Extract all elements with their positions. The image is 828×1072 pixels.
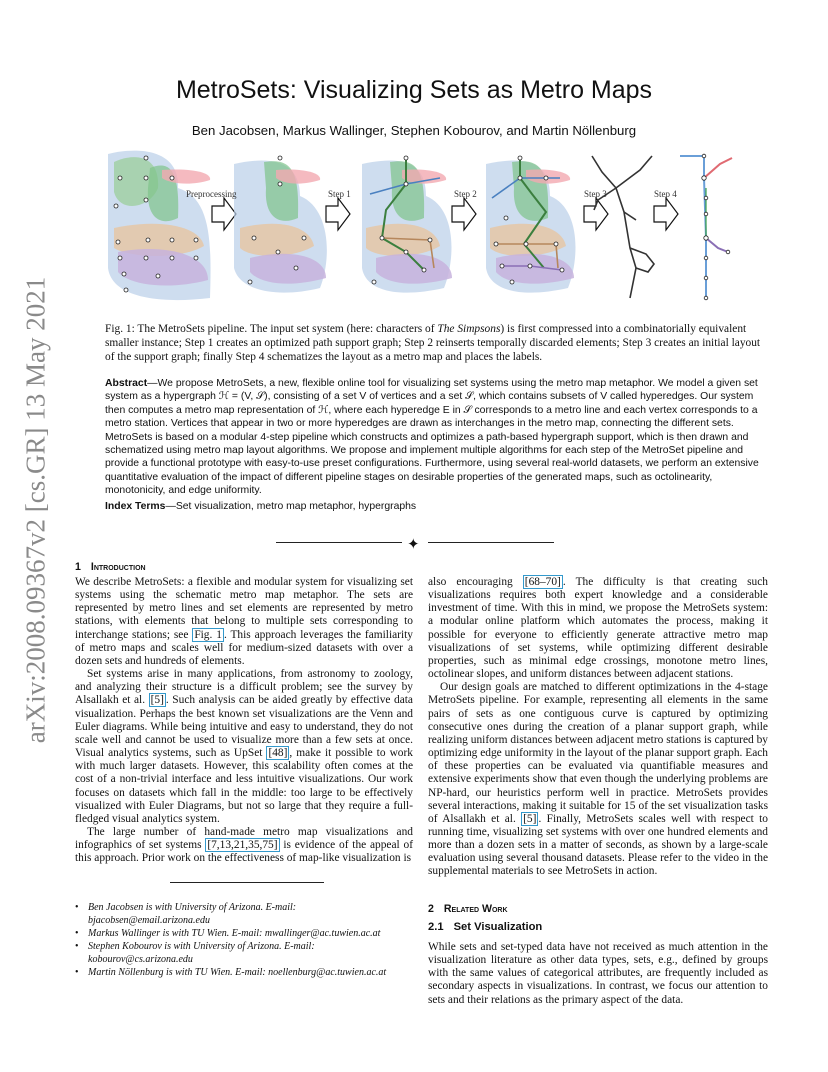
- caption-label: Fig. 1:: [105, 323, 135, 335]
- arxiv-id-text: arXiv:2008.09367v2 [cs.GR] 13 May 2021: [20, 276, 51, 744]
- footnote-item: • Markus Wallinger is with TU Wien. E-mail: mwallinger@ac.tuwien.ac.at: [75, 927, 415, 940]
- author-list: Ben Jacobsen, Markus Wallinger, Stephen Kobourov, and Martin Nöllenburg: [191, 123, 637, 138]
- arxiv-side-label: [16, 276, 56, 744]
- citation-link[interactable]: [5]: [523, 812, 537, 825]
- author-footnotes: [75, 901, 415, 979]
- citation-link[interactable]: [48]: [268, 747, 288, 760]
- caption-text: ) is first compressed into a combinatorially equivalent smaller instance; Step 1 creates an optimized path support graph; Step 2 reinserts temporally discarded elements; Step 3 creates an initial layout of the support graph; finally Step 4 schematizes the layout as a metro map and places the labels.: [105, 323, 761, 364]
- panel-support-graph: [362, 156, 452, 293]
- step-label: Step 4: [654, 189, 677, 199]
- paragraph: We describe MetroSets: a flexible and modular system for visualizing set systems using the schematic metro map metaphor. The sets are represented by metro lines and set elements are represented by metro stations, with elements that belong to multiple sets corresponding to interchange stations; see Fig. 1 . This approach leverages the familiarity of metro maps and scales well for medium-sized datasets with over a dozen sets and hundreds of elements.: [75, 576, 413, 667]
- footnote-item: • Stephen Kobourov is with University of Arizona. E-mail: kobourov@cs.arizona.edu: [75, 940, 415, 966]
- figure-caption: [105, 322, 765, 365]
- caption-italic: The Simpsons: [437, 323, 501, 335]
- caption-text: The MetroSets pipeline. The input set system (here: characters of: [137, 323, 435, 335]
- pipeline-illustration: [100, 148, 790, 308]
- section-title: Related Work: [443, 903, 508, 915]
- section-separator: [276, 535, 554, 553]
- index-terms-label: Index Terms: [105, 501, 166, 512]
- abstract-text: —We propose MetroSets, a new, flexible online tool for visualizing set systems using the metro map metaphor. We model a given set system as a hypergraph ℋ = (V, 𝒮), consisting of a set V of vertices and a set 𝒮, which contains subsets of V called hyperedges. Our system then computes a metro map representation of ℋ, where each hyperedge E in 𝒮 corresponds to a metro line and each vertex corresponds to a metro station. Vertices that appear in two or more hyperedges are drawn as interchanges in the metro map, connecting the different sets. MetroSets is based on a modular 4-step pipeline which constructs and optimizes a path-based hypergraph support, which is then drawn and schematized using metro map layout algorithms. We propose and implement multiple algorithms for each step of the MetroSet pipeline and provide a functional prototype with easy-to-use preset configurations. Furthermore, using several real-world datasets, we perform an extensive quantitative evaluation of the impact of different pipeline stages on desirable properties of the generated maps, such as octolinearity, monotonicity, and edge uniformity.: [105, 378, 759, 497]
- right-column-related: [428, 941, 768, 1007]
- section-heading-related-work: [428, 903, 508, 915]
- paragraph: The large number of hand-made metro map visualizations and infographics of set systems [7,13,21,35,75] is evidence of the appeal of this approach. Prior work on the effectiveness of map-like visualization is: [75, 825, 413, 865]
- abstract-label: Abstract: [105, 378, 148, 389]
- subsection-heading-set-visualization: [428, 921, 542, 933]
- step-label: Step 3: [584, 189, 607, 199]
- section-title: Set Visualization: [453, 921, 543, 933]
- paragraph: While sets and set-typed data have not received as much attention in the visualization literature as other data types, sets, e.g., defined by groups with the same values of categorical attributes, are frequently included as secondary aspects in visualizations. In contrast, we focus our attention to sets and their relations as the primary aspect of the data.: [428, 941, 768, 1006]
- footnote-item: • Ben Jacobsen is with University of Arizona. E-mail: bjacobsen@email.arizona.edu: [75, 901, 415, 927]
- paragraph: Set systems arise in many applications, from astronomy to zoology, and analyzing their structure is a difficult problem; see the survey by Alsallakh et al. [5] . Such analysis can be aided greatly by effective data visualization. Perhaps the best known set visualizations are the Venn and Euler diagrams. While being intuitive and easy to understand, they do not scale well and cannot be used to visualize more than a few sets at once. Visual analytics systems, such as UpSet [48] , make it possible to work with much larger datasets. However, this scalability often comes at the cost of a non-trivial interface and less intuitive visualizations. Our work focuses on datasets which fall in the middle: too large to be effectively visualized with Euler Diagrams, but not so large that they require a full-fledged visual analytics system.: [75, 668, 413, 825]
- panel-preprocessed: [234, 156, 327, 293]
- abstract: [105, 377, 767, 498]
- section-number: 2: [428, 903, 434, 915]
- section-number: 2.1: [428, 921, 444, 933]
- section-number: 1: [75, 561, 81, 573]
- index-terms: [105, 501, 767, 512]
- panel-reinserted: [486, 156, 575, 293]
- citation-link[interactable]: [7,13,21,35,75]: [207, 839, 278, 852]
- section-heading-introduction: [75, 561, 146, 573]
- panel-metro-map: [680, 154, 732, 300]
- pipeline-figure: [100, 148, 790, 308]
- step-label: Step 2: [454, 189, 477, 199]
- diamond-ornament-icon: ✦: [407, 535, 420, 553]
- citation-link[interactable]: [68–70]: [524, 576, 561, 588]
- section-title: Introduction: [90, 561, 146, 573]
- panel-layout: [592, 156, 654, 298]
- paper-title: MetroSets: Visualizing Sets as Metro Maps: [175, 76, 653, 104]
- step-label: Step 1: [328, 189, 351, 199]
- step-label: Preprocessing: [186, 189, 237, 199]
- footnote-rule: [170, 882, 324, 883]
- figure-link[interactable]: Fig. 1: [194, 628, 222, 641]
- left-column: [75, 576, 413, 865]
- paragraph: also encouraging [68–70] . The difficulty is that creating such visualizations requires both expert knowledge and a considerable investment of time. With this in mind, we propose the MetroSets system: a modular online platform which automates the process, making it possible for everyone to efficiently generate attractive metro map visualizations of set systems, while optimizing different desirable properties, such as minimal edge crossings, monotone metro lines, octolinear slopes, and uniform distances between adjacent stations.: [428, 576, 769, 681]
- right-column: [428, 576, 768, 879]
- footnote-item: • Martin Nöllenburg is with TU Wien. E-mail: noellenburg@ac.tuwien.ac.at: [75, 966, 415, 979]
- citation-link[interactable]: [5]: [150, 694, 164, 707]
- index-terms-text: —Set visualization, metro map metaphor, hypergraphs: [165, 501, 417, 512]
- paragraph: Our design goals are matched to different optimizations in the 4-stage MetroSets pipeline. For example, representing all elements in the same pairs of sets as one contiguous curve is captured by optimizing consecutive ones during the creation of a planar support graph, while realizing uniform distances between adjacent metro stations is captured by optimizing edge uniformity in the layout of the planar support graph. Each of these properties can be evaluated via quantifiable measures and extensive experiments show that even though the underlying problems are NP-hard, our heuristics perform well in practice. MetroSets provides several interactions, making it suitable for 15 of the set visualization tasks of Alsallakh et al. [5] . Finally, MetroSets scales well with respect to running time, visualizing set systems with over one hundred elements and more than a dozen sets in a matter of seconds, as shown by a large-scale evaluation using several thousand datasets. Please refer to the video in the supplemental materials to see MetroSets in action.: [428, 681, 768, 878]
- panel-input: [108, 151, 211, 301]
